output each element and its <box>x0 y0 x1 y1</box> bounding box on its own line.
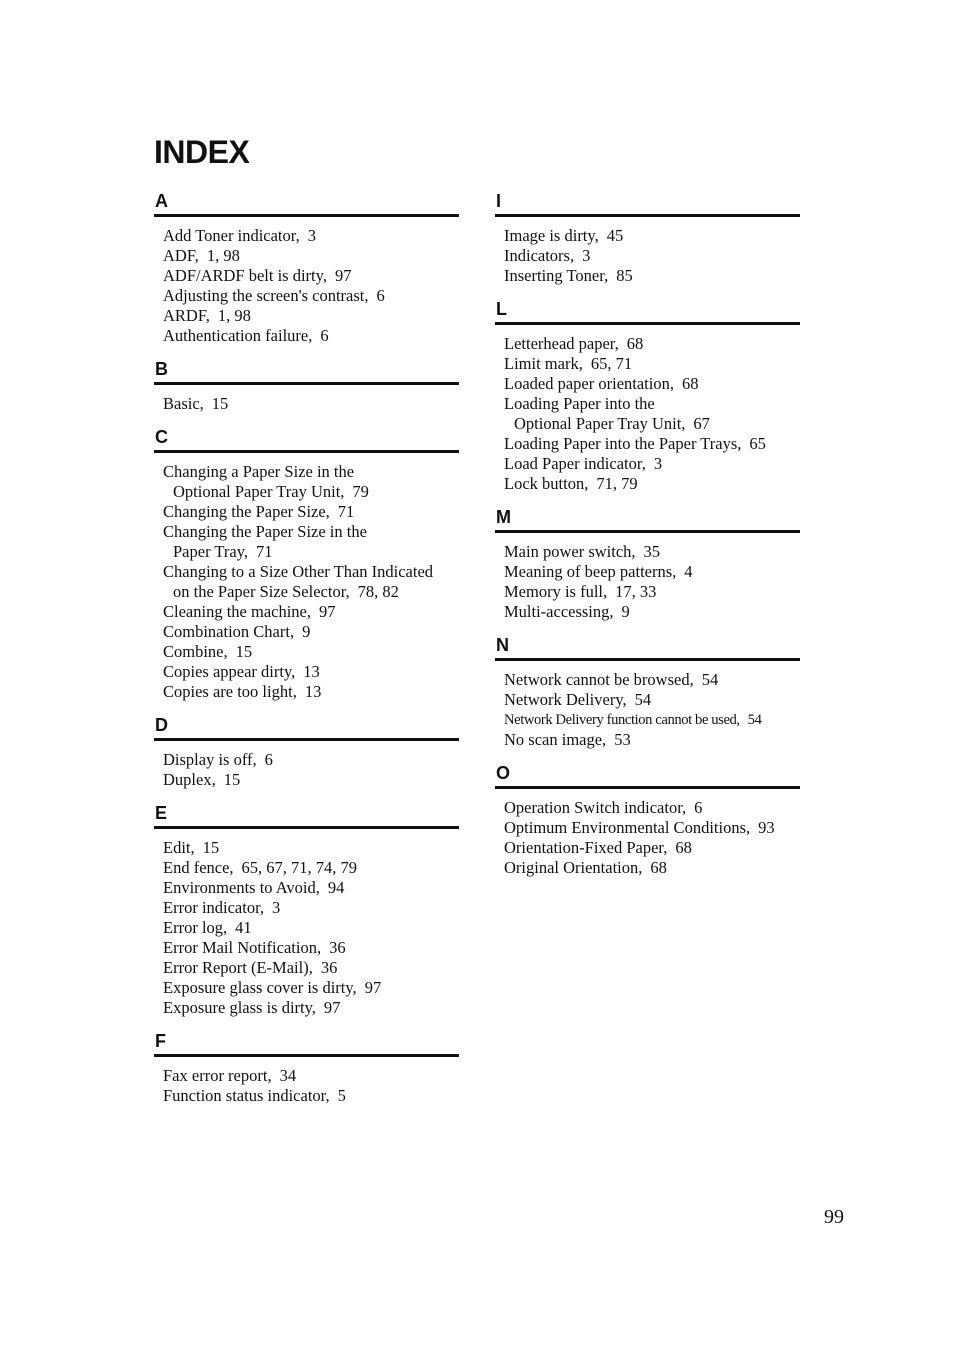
entry-page-numbers: 67 <box>693 414 710 433</box>
entry-page-numbers: 71 <box>337 502 355 521</box>
entry-page-numbers: 85 <box>616 266 633 285</box>
index-entry <box>495 838 800 858</box>
entry-page-numbers: 97 <box>323 998 341 1017</box>
index-column-left <box>154 190 459 1118</box>
index-entry <box>154 642 459 662</box>
entry-term: Copies are too light, <box>163 682 297 701</box>
entry-page-numbers: 94 <box>327 878 345 897</box>
index-entry <box>495 542 800 562</box>
section-divider <box>495 658 800 661</box>
index-entry <box>495 394 800 434</box>
index-entry <box>495 818 800 838</box>
entry-term: Inserting Toner, <box>504 266 609 285</box>
index-entry <box>154 602 459 622</box>
entry-term: Meaning of beep patterns, <box>504 562 677 581</box>
index-entry <box>154 266 459 286</box>
section-divider <box>495 530 800 533</box>
index-entry <box>154 306 459 326</box>
index-entry <box>495 266 800 286</box>
index-entry <box>495 690 800 710</box>
entry-term: Duplex, <box>163 770 216 789</box>
entry-page-numbers: 13 <box>304 682 322 701</box>
entry-term: Cleaning the machine, <box>163 602 311 621</box>
section-divider <box>154 214 459 217</box>
entry-term: Operation Switch indicator, <box>504 798 687 817</box>
entry-page-numbers: 6 <box>376 286 385 305</box>
entry-term: Display is off, <box>163 750 257 769</box>
entry-term: Lock button, <box>504 474 589 493</box>
entry-term: No scan image, <box>504 730 607 749</box>
entry-term: Environments to Avoid, <box>163 878 320 897</box>
index-entry <box>495 354 800 374</box>
entry-page-numbers: 17, 33 <box>615 582 657 601</box>
index-entry <box>154 246 459 266</box>
entry-page-numbers: 65, 67, 71, 74, 79 <box>241 858 358 877</box>
index-entry <box>154 1086 459 1106</box>
entry-term: Letterhead paper, <box>504 334 619 353</box>
entry-page-numbers: 4 <box>684 562 693 581</box>
entry-page-numbers: 71, 79 <box>596 474 638 493</box>
entry-term: Limit mark, <box>504 354 583 373</box>
entry-term: End fence, <box>163 858 234 877</box>
index-entry <box>154 958 459 978</box>
entry-page-numbers: 15 <box>235 642 253 661</box>
section-letter: E <box>155 803 168 823</box>
index-entry <box>495 474 800 494</box>
entry-page-numbers: 3 <box>653 454 663 473</box>
index-entry <box>154 522 459 562</box>
index-section-o <box>495 762 800 878</box>
index-section-n <box>495 634 800 750</box>
index-entry <box>154 562 459 602</box>
index-section-m <box>495 506 800 622</box>
section-divider <box>154 450 459 453</box>
entry-page-numbers: 53 <box>614 730 631 749</box>
entry-page-numbers: 1, 98 <box>217 306 251 325</box>
entry-page-numbers: 1, 98 <box>206 246 240 265</box>
entry-page-numbers: 65 <box>749 434 766 453</box>
entry-term: Network Delivery function cannot be used, <box>504 712 740 728</box>
entry-page-numbers: 9 <box>621 602 630 621</box>
entry-term: ADF, <box>163 246 199 265</box>
index-section-i <box>495 190 800 286</box>
entry-term: Adjusting the screen's contrast, <box>163 286 369 305</box>
index-entry <box>154 978 459 998</box>
entry-term: Authentication failure, <box>163 326 313 345</box>
index-entry <box>495 798 800 818</box>
entry-term: Load Paper indicator, <box>504 454 646 473</box>
entry-page-numbers: 5 <box>337 1086 346 1105</box>
entry-page-numbers: 78, 82 <box>357 582 399 601</box>
entry-page-numbers: 97 <box>334 266 352 285</box>
index-entry <box>495 858 800 878</box>
entry-term: Changing the Paper Size, <box>163 502 330 521</box>
entry-term: Basic, <box>163 394 204 413</box>
entry-page-numbers: 97 <box>319 602 336 621</box>
index-entry <box>154 1066 459 1086</box>
index-entry <box>154 682 459 702</box>
entry-term: Error indicator, <box>163 898 265 917</box>
entry-page-numbers: 15 <box>211 394 229 413</box>
entry-continuation <box>504 414 800 434</box>
section-letter: B <box>155 359 168 379</box>
entry-term: Loading Paper into the Paper Trays, <box>504 434 742 453</box>
entry-term: Error log, <box>163 918 228 937</box>
index-entry <box>495 562 800 582</box>
index-column-right <box>495 190 800 890</box>
index-entry <box>495 374 800 394</box>
entry-term: Combine, <box>163 642 228 661</box>
entry-page-numbers: 68 <box>681 374 699 393</box>
entry-page-numbers: 68 <box>675 838 692 857</box>
index-section-c <box>154 426 459 702</box>
entry-term: Memory is full, <box>504 582 608 601</box>
index-entry <box>154 326 459 346</box>
entry-term: ADF/ARDF belt is dirty, <box>163 266 327 285</box>
entry-page-numbers: 65, 71 <box>590 354 633 373</box>
entry-term-continued: Optional Paper Tray Unit, <box>173 482 345 501</box>
index-entry <box>154 286 459 306</box>
index-entry <box>495 710 800 730</box>
index-entry <box>154 770 459 790</box>
section-divider <box>154 382 459 385</box>
index-entry <box>495 454 800 474</box>
entry-term: Fax error report, <box>163 1066 272 1085</box>
entry-page-numbers: 6 <box>264 750 273 769</box>
entry-term: Exposure glass is dirty, <box>163 998 316 1017</box>
entry-page-numbers: 9 <box>302 622 311 641</box>
entry-page-numbers: 6 <box>320 326 329 345</box>
page-title: INDEX <box>154 134 250 170</box>
entry-term: Edit, <box>163 838 195 857</box>
index-entry <box>495 602 800 622</box>
index-section-f <box>154 1030 459 1106</box>
entry-page-numbers: 54 <box>701 670 719 689</box>
section-letter: A <box>155 191 168 211</box>
entry-term: Indicators, <box>504 246 575 265</box>
entry-page-numbers: 54 <box>747 712 762 728</box>
index-entry <box>154 226 459 246</box>
index-entry <box>495 670 800 690</box>
entry-continuation <box>163 482 459 502</box>
index-entry <box>495 246 800 266</box>
entry-term: Original Orientation, <box>504 858 643 877</box>
entry-term: Image is dirty, <box>504 226 599 245</box>
index-section-l <box>495 298 800 494</box>
entry-term: Changing to a Size Other Than Indicated <box>163 562 434 581</box>
index-entry <box>495 582 800 602</box>
section-letter: N <box>496 635 509 655</box>
entry-term: Changing the Paper Size in the <box>163 522 367 541</box>
section-letter: D <box>155 715 168 735</box>
entry-term-continued: Optional Paper Tray Unit, <box>514 414 686 433</box>
entry-page-numbers: 3 <box>272 898 281 917</box>
entry-continuation <box>163 582 459 602</box>
section-divider <box>154 1054 459 1057</box>
index-section-e <box>154 802 459 1018</box>
entry-term: Function status indicator, <box>163 1086 330 1105</box>
entry-page-numbers: 3 <box>582 246 591 265</box>
section-letter: C <box>155 427 168 447</box>
entry-page-numbers: 34 <box>279 1066 297 1085</box>
index-entry <box>154 938 459 958</box>
entry-term: Exposure glass cover is dirty, <box>163 978 357 997</box>
entry-continuation <box>163 542 459 562</box>
entry-term: Error Mail Notification, <box>163 938 322 957</box>
index-entry <box>154 502 459 522</box>
section-divider <box>495 786 800 789</box>
entry-page-numbers: 15 <box>202 838 220 857</box>
entry-page-numbers: 3 <box>307 226 316 245</box>
entry-page-numbers: 6 <box>694 798 703 817</box>
entry-term: Error Report (E-Mail), <box>163 958 313 977</box>
index-section-a <box>154 190 459 346</box>
index-entry <box>495 334 800 354</box>
entry-page-numbers: 45 <box>606 226 624 245</box>
entry-term: Main power switch, <box>504 542 636 561</box>
index-entry <box>154 858 459 878</box>
index-entry <box>154 838 459 858</box>
section-divider <box>154 738 459 741</box>
entry-term: Changing a Paper Size in the <box>163 462 355 481</box>
page-number: 99 <box>824 1206 844 1228</box>
section-letter: I <box>496 191 502 211</box>
entry-term-continued: Paper Tray, <box>173 542 249 561</box>
section-letter: L <box>496 299 507 319</box>
entry-term: Add Toner indicator, <box>163 226 300 245</box>
entry-page-numbers: 41 <box>235 918 252 937</box>
index-entry <box>154 462 459 502</box>
entry-page-numbers: 54 <box>634 690 652 709</box>
entry-page-numbers: 68 <box>650 858 667 877</box>
index-entry <box>495 730 800 750</box>
entry-term: Network cannot be browsed, <box>504 670 694 689</box>
index-entry <box>154 662 459 682</box>
section-letter: M <box>496 507 511 527</box>
section-letter: O <box>496 763 511 783</box>
section-divider <box>495 322 800 325</box>
index-entry <box>154 394 459 414</box>
entry-term: Copies appear dirty, <box>163 662 296 681</box>
index-section-d <box>154 714 459 790</box>
section-letter: F <box>155 1031 166 1051</box>
entry-page-numbers: 97 <box>364 978 382 997</box>
section-divider <box>154 826 459 829</box>
index-entry <box>154 878 459 898</box>
entry-page-numbers: 71 <box>256 542 273 561</box>
entry-page-numbers: 35 <box>643 542 661 561</box>
entry-page-numbers: 36 <box>329 938 346 957</box>
entry-term: Combination Chart, <box>163 622 295 641</box>
entry-term: Multi-accessing, <box>504 602 614 621</box>
index-entry <box>154 918 459 938</box>
entry-term: Loaded paper orientation, <box>504 374 674 393</box>
index-entry <box>495 434 800 454</box>
entry-page-numbers: 93 <box>758 818 775 837</box>
entry-term: Loading Paper into the <box>504 394 655 413</box>
entry-term: Orientation-Fixed Paper, <box>504 838 668 857</box>
entry-page-numbers: 13 <box>303 662 320 681</box>
entry-term-continued: on the Paper Size Selector, <box>173 582 350 601</box>
index-entry <box>154 998 459 1018</box>
index-entry <box>495 226 800 246</box>
entry-term: Optimum Environmental Conditions, <box>504 818 751 837</box>
index-section-b <box>154 358 459 414</box>
index-entry <box>154 898 459 918</box>
index-entry <box>154 622 459 642</box>
entry-page-numbers: 15 <box>223 770 241 789</box>
section-divider <box>495 214 800 217</box>
entry-page-numbers: 79 <box>352 482 369 501</box>
entry-term: Network Delivery, <box>504 690 627 709</box>
entry-page-numbers: 36 <box>320 958 338 977</box>
entry-term: ARDF, <box>163 306 210 325</box>
entry-page-numbers: 68 <box>626 334 644 353</box>
index-entry <box>154 750 459 770</box>
